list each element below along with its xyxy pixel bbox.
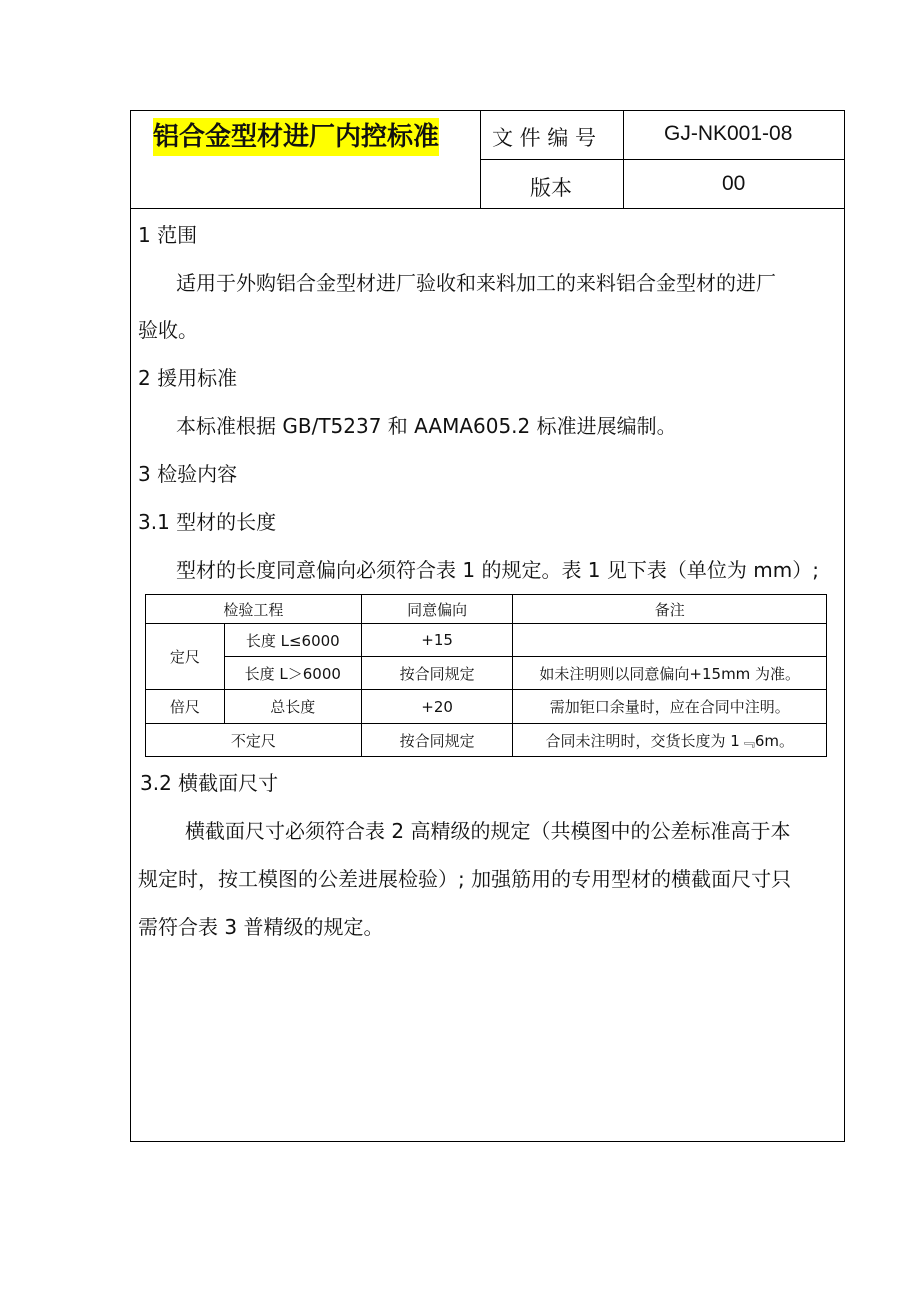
section-3-2-paragraph-line-3: 需符合表 3 普精级的规定。: [138, 915, 384, 939]
document-title: 铝合金型材进厂内控标准: [153, 118, 439, 156]
section-3-1-heading: 3.1 型材的长度: [138, 510, 277, 534]
doc-number-value: GJ-NK001-08: [664, 122, 793, 145]
table-group-cell: 不定尺: [146, 724, 362, 757]
table-row: [146, 724, 827, 757]
table-item-cell: 总长度: [224, 690, 361, 724]
table-deviation-cell: +15: [361, 624, 513, 657]
table-item-cell: 长度 L≤6000: [224, 624, 361, 657]
header-row-divider: [480, 159, 845, 160]
table-header-cell: 同意偏向: [361, 595, 513, 624]
table-note-cell: [513, 624, 827, 657]
table-deviation-cell: 按合同规定: [361, 724, 513, 757]
table-header-cell: 检验工程: [146, 595, 362, 624]
section-3-2-heading: 3.2 横截面尺寸: [140, 771, 279, 795]
table-group-cell: 定尺: [146, 624, 225, 690]
table-row: [146, 657, 827, 690]
section-3-1-paragraph: 型材的长度同意偏向必须符合表 1 的规定。表 1 见下表（单位为 mm）;: [176, 558, 819, 582]
table-header-row: [146, 595, 827, 624]
version-value: 00: [722, 172, 746, 195]
section-1-paragraph-line-2: 验收。: [138, 318, 198, 342]
table-row: [146, 690, 827, 724]
length-deviation-table: [145, 594, 827, 757]
table-note-cell: 合同未注明时，交货长度为 1﹃6m。: [513, 724, 827, 757]
section-2-heading: 2 援用标准: [138, 366, 238, 390]
table-deviation-cell: 按合同规定: [361, 657, 513, 690]
table-item-cell: 长度 L＞6000: [224, 657, 361, 690]
section-3-heading: 3 检验内容: [138, 462, 238, 486]
section-2-paragraph: 本标准根据 GB/T5237 和 AAMA605.2 标准进展编制。: [176, 414, 677, 438]
doc-number-label: 文 件 编 号: [492, 126, 597, 150]
table-row: [146, 624, 827, 657]
section-1-paragraph-line-1: 适用于外购铝合金型材进厂验收和来料加工的来料铝合金型材的进厂: [176, 271, 776, 295]
header-bottom-line: [130, 208, 845, 209]
table-note-cell: 需加钜口余量时，应在合同中注明。: [513, 690, 827, 724]
table-header-cell: 备注: [513, 595, 827, 624]
table-note-cell: 如未注明则以同意偏向+15mm 为准。: [513, 657, 827, 690]
section-3-2-paragraph-line-1: 横截面尺寸必须符合表 2 高精级的规定（共模图中的公差标准高于本: [185, 819, 791, 843]
table-group-cell: 倍尺: [146, 690, 225, 724]
section-1-heading: 1 范围: [138, 223, 198, 247]
version-label: 版本: [530, 176, 572, 200]
table-deviation-cell: +20: [361, 690, 513, 724]
section-3-2-paragraph-line-2: 规定时，按工模图的公差进展检验）; 加强筋用的专用型材的横截面尺寸只: [138, 867, 792, 891]
